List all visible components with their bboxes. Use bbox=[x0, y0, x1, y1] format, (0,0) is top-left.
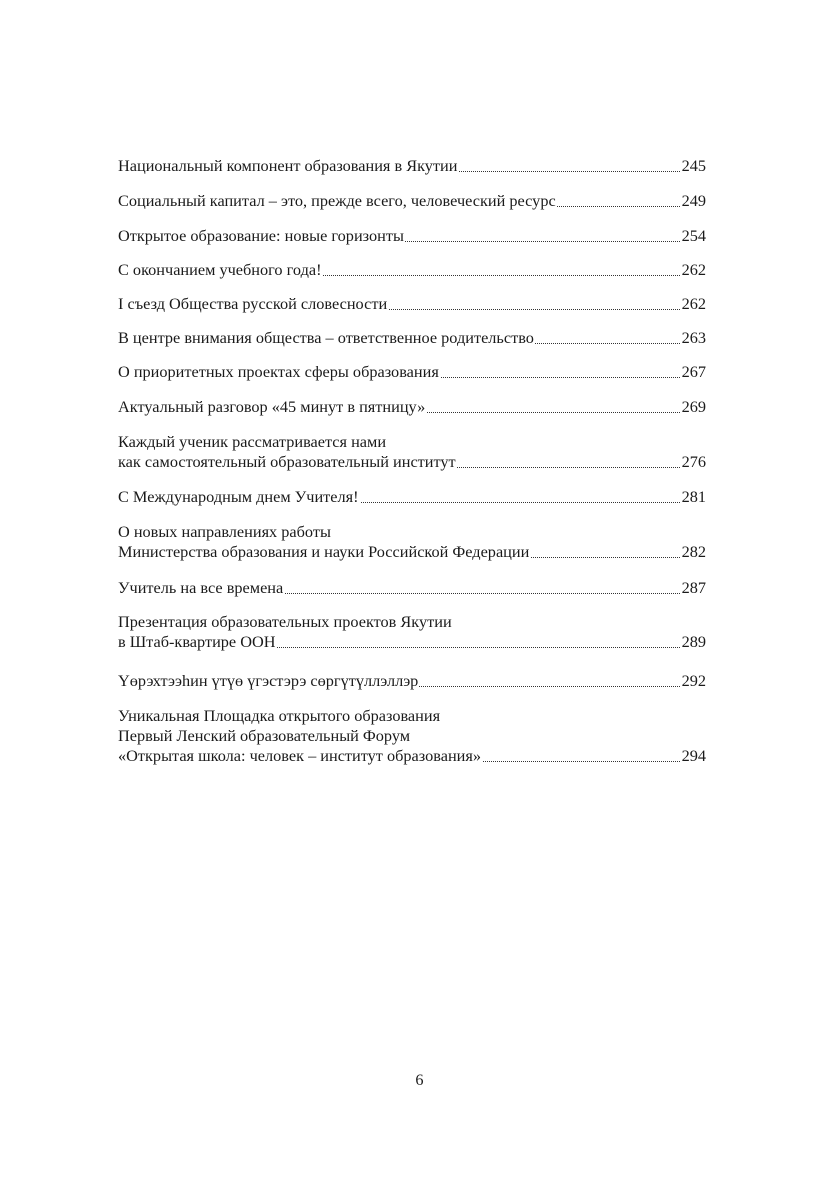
toc-entry-line bbox=[118, 746, 706, 766]
toc-entry-page: 281 bbox=[681, 487, 706, 506]
toc-entry bbox=[118, 671, 706, 691]
toc-entry-line bbox=[118, 328, 706, 348]
toc-entry-line bbox=[118, 578, 706, 598]
toc-entry-title: Социальный капитал – это, прежде всего, человеческий ресурс bbox=[118, 191, 556, 210]
toc-entry-title-line: Первый Ленский образовательный Форум bbox=[118, 726, 411, 745]
toc-entry-page: 287 bbox=[681, 578, 706, 597]
toc-entry bbox=[118, 156, 706, 176]
toc-entry bbox=[118, 522, 706, 562]
toc-entry-page: 249 bbox=[681, 191, 706, 210]
toc-entry-title: как самостоятельный образовательный институт bbox=[118, 452, 456, 471]
toc-entry-title: С Международным днем Учителя! bbox=[118, 487, 359, 506]
toc-entry-title: Актуальный разговор «45 минут в пятницу» bbox=[118, 397, 426, 416]
toc-entry bbox=[118, 397, 706, 417]
toc-entry-title: Үөрэхтээһин үтүө үгэстэрэ сөргүтүллэллэр bbox=[118, 671, 419, 690]
toc-entry bbox=[118, 362, 706, 382]
toc-entry-title-line: О новых направлениях работы bbox=[118, 522, 331, 541]
toc-entry-line bbox=[118, 487, 706, 507]
toc-entry-page: 294 bbox=[681, 746, 706, 765]
toc-entry-page: 276 bbox=[681, 452, 706, 471]
toc-entry-line bbox=[118, 156, 706, 176]
toc-entry-line bbox=[118, 191, 706, 211]
toc-entry bbox=[118, 191, 706, 211]
toc-entry-page: 282 bbox=[681, 542, 706, 561]
toc-entry bbox=[118, 487, 706, 507]
page-number: 6 bbox=[415, 1070, 424, 1089]
toc-entry-title: Национальный компонент образования в Якутии bbox=[118, 156, 458, 175]
toc-entry-line bbox=[118, 397, 706, 417]
toc-entry-line bbox=[118, 452, 706, 472]
toc-entry-page: 289 bbox=[681, 632, 706, 651]
toc-entry-page: 245 bbox=[681, 156, 706, 175]
toc-entry-page: 267 bbox=[681, 362, 706, 381]
toc-entry-title: I съезд Общества русской словесности bbox=[118, 294, 388, 313]
toc-entry-line bbox=[118, 362, 706, 382]
toc-entry-line bbox=[118, 671, 706, 691]
toc-entry-line bbox=[118, 294, 706, 314]
toc-entry bbox=[118, 578, 706, 598]
toc-entry bbox=[118, 328, 706, 348]
toc-entry-line bbox=[118, 260, 706, 280]
toc-entry bbox=[118, 432, 706, 472]
toc-entry bbox=[118, 226, 706, 246]
toc-entry-title: Учитель на все времена bbox=[118, 578, 284, 597]
toc-entry-title: О приоритетных проектах сферы образования bbox=[118, 362, 439, 381]
toc-entry-page: 263 bbox=[681, 328, 706, 347]
toc-entry-line bbox=[118, 226, 706, 246]
toc-entry-page: 269 bbox=[681, 397, 706, 416]
toc-entry-page: 262 bbox=[681, 260, 706, 279]
toc-entry-title-line: Каждый ученик рассматривается нами bbox=[118, 432, 387, 451]
toc-entry-title-line: Презентация образовательных проектов Якутии bbox=[118, 612, 452, 631]
toc-entry-title: Открытое образование: новые горизонты bbox=[118, 226, 404, 245]
toc-entry-title: «Открытая школа: человек – институт образования» bbox=[118, 746, 482, 765]
toc-entry-page: 292 bbox=[681, 671, 706, 690]
toc-entry-title: С окончанием учебного года! bbox=[118, 260, 322, 279]
toc-entry-page: 254 bbox=[681, 226, 706, 245]
toc-entry-title: В центре внимания общества – ответственное родительство bbox=[118, 328, 534, 347]
toc-entry-title: в Штаб-квартире ООН bbox=[118, 632, 276, 651]
toc-entry-page: 262 bbox=[681, 294, 706, 313]
toc-entry-line bbox=[118, 632, 706, 652]
toc-entry bbox=[118, 706, 706, 766]
toc-entry bbox=[118, 260, 706, 280]
toc-entry-line bbox=[118, 542, 706, 562]
toc-entry-title-line: Уникальная Площадка открытого образования bbox=[118, 706, 441, 725]
toc-entry bbox=[118, 612, 706, 652]
toc-entry-title: Министерства образования и науки Российской Федерации bbox=[118, 542, 530, 561]
toc-entry bbox=[118, 294, 706, 314]
